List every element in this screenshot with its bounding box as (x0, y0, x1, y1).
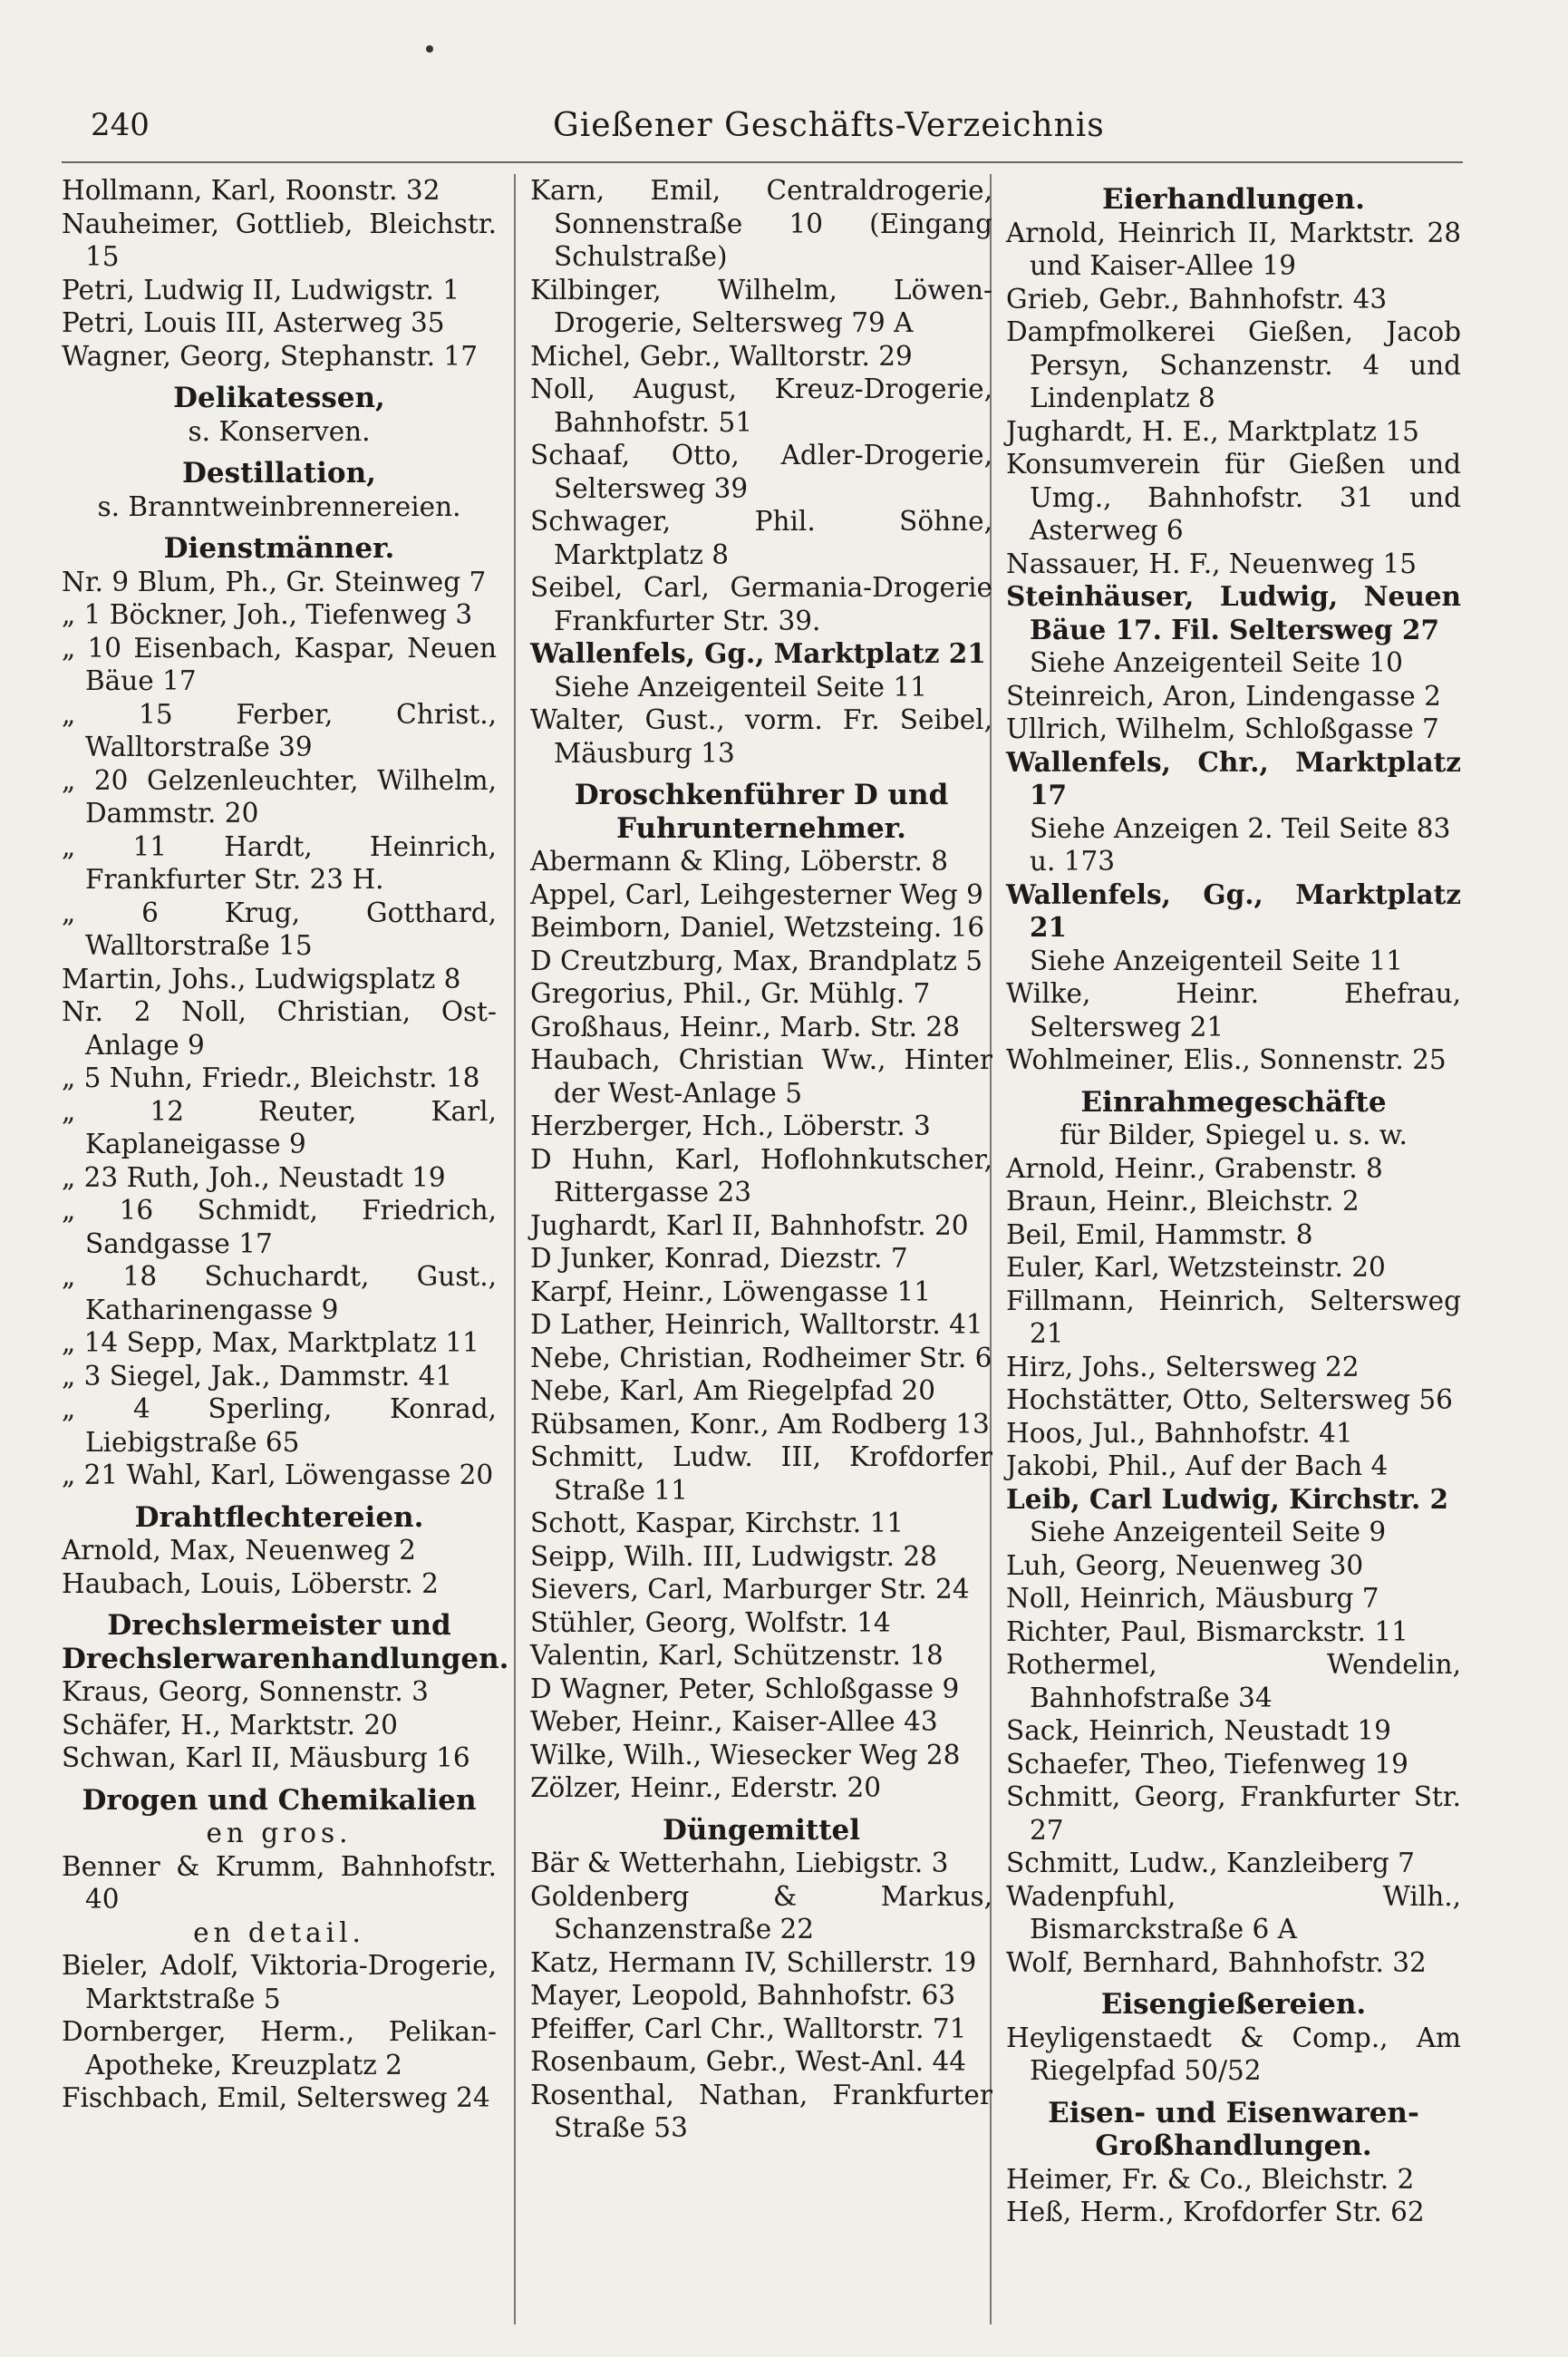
directory-entry: Luh, Georg, Neuenweg 30 (1006, 1549, 1364, 1581)
directory-entry: Kilbinger, Wilhelm, Löwen-Drogerie, Seltersweg 79 A (530, 274, 992, 338)
directory-entry-bold: Wallenfels, Chr., Marktplatz 17 (1006, 745, 1461, 810)
section-note: s. Branntweinbrennereien. (97, 490, 461, 522)
directory-entry: D Wagner, Peter, Schloßgasse 9 (530, 1673, 960, 1704)
column-3 (1006, 174, 1461, 2229)
directory-entry: „ 21 Wahl, Karl, Löwengasse 20 (62, 1460, 494, 1490)
directory-entry: Kraus, Georg, Sonnenstr. 3 (62, 1676, 429, 1707)
directory-entry: „ 10 Eisenbach, Kaspar, Neuen Bäue 17 (62, 632, 497, 696)
directory-entry: Schmitt, Ludw., Kanzleiberg 7 (1006, 1848, 1415, 1878)
section-heading: Eisen- und Eisenwaren-Großhandlungen. (1048, 2096, 1419, 2162)
directory-entry: Nebe, Karl, Am Riegelpfad 20 (530, 1375, 936, 1406)
directory-entry-bold: Wallenfels, Gg., Marktplatz 21 (1006, 878, 1461, 943)
advert-reference: Siehe Anzeigen 2. Teil Seite 83 u. 173 (1030, 812, 1451, 877)
directory-entry: Schmitt, Ludw. III, Krofdorfer Straße 11 (530, 1441, 992, 1506)
section-heading: Dienstmänner. (163, 532, 395, 565)
section-heading: Einrahmegeschäfte (1080, 1085, 1387, 1119)
running-title: Gießener Geschäfts-Verzeichnis (553, 107, 1105, 144)
directory-entry: Gregorius, Phil., Gr. Mühlg. 7 (530, 978, 931, 1009)
directory-entry: Rothermel, Wendelin, Bahnhofstraße 34 (1006, 1649, 1461, 1713)
directory-entry: Jughardt, H. E., Marktplatz 15 (1006, 415, 1419, 447)
directory-entry: Pfeiffer, Carl Chr., Walltorstr. 71 (530, 2013, 967, 2044)
directory-entry: Petri, Louis III, Asterweg 35 (62, 307, 445, 338)
directory-entry: Zölzer, Heinr., Ederstr. 20 (530, 1772, 882, 1803)
directory-entry: Wagner, Georg, Stephanstr. 17 (62, 340, 478, 372)
directory-entry: Euler, Karl, Wetzsteinstr. 20 (1006, 1252, 1386, 1283)
directory-entry: Schaaf, Otto, Adler-Drogerie, Seltersweg 39 (530, 440, 992, 504)
section-subheading: en detail. (193, 1916, 365, 1948)
directory-entry: Seipp, Wilh. III, Ludwigstr. 28 (530, 1540, 937, 1572)
directory-entry: Seibel, Carl, Germania-Drogerie Frankfurter Str. 39. (530, 572, 992, 636)
directory-entry: „ 18 Schuchardt, Gust., Katharinengasse 9 (62, 1261, 497, 1325)
directory-entry: Appel, Carl, Leihgesterner Weg 9 (530, 878, 983, 910)
directory-entry: „ 16 Schmidt, Friedrich, Sandgasse 17 (62, 1195, 497, 1259)
directory-entry: Stühler, Georg, Wolfstr. 14 (530, 1606, 891, 1638)
directory-entry: „ 6 Krug, Gotthard, Walltorstraße 15 (62, 897, 497, 961)
directory-entry: D Huhn, Karl, Hoflohnkutscher, Rittergasse 23 (530, 1143, 992, 1208)
directory-entry: „ 1 Böckner, Joh., Tiefenweg 3 (62, 599, 473, 630)
directory-entry: „ 3 Siegel, Jak., Dammstr. 41 (62, 1360, 453, 1392)
directory-entry: Schmitt, Georg, Frankfurter Str. 27 (1006, 1781, 1461, 1846)
directory-entry: „ 23 Ruth, Joh., Neustadt 19 (62, 1161, 446, 1193)
directory-entry: Wilke, Heinr. Ehefrau, Seltersweg 21 (1006, 978, 1461, 1043)
directory-entry: Grieb, Gebr., Bahnhofstr. 43 (1006, 283, 1388, 315)
directory-entry: Jakobi, Phil., Auf der Bach 4 (1006, 1450, 1389, 1481)
directory-entry-bold: Leib, Carl Ludwig, Kirchstr. 2 (1006, 1482, 1449, 1515)
directory-entry: Hollmann, Karl, Roonstr. 32 (62, 175, 440, 206)
directory-entry: Noll, Heinrich, Mäusburg 7 (1006, 1583, 1379, 1614)
directory-entry: Michel, Gebr., Walltorstr. 29 (530, 340, 913, 372)
directory-entry: Hoos, Jul., Bahnhofstr. 41 (1006, 1417, 1353, 1449)
directory-entry: Heimer, Fr. & Co., Bleichstr. 2 (1006, 2163, 1415, 2195)
section-heading: Düngemittel (662, 1813, 861, 1847)
directory-entry: Schwan, Karl II, Mäusburg 16 (62, 1742, 470, 1773)
directory-entry: Schaefer, Theo, Tiefenweg 19 (1006, 1748, 1408, 1780)
page-number: 240 (91, 107, 150, 143)
directory-entry: Schott, Kaspar, Kirchstr. 11 (530, 1508, 905, 1538)
advert-reference: Siehe Anzeigenteil Seite 9 (1030, 1517, 1387, 1547)
directory-entry: Walter, Gust., vorm. Fr. Seibel, Mäusburg 13 (530, 704, 992, 769)
directory-entry: Arnold, Max, Neuenweg 2 (62, 1535, 416, 1566)
directory-entry: Ullrich, Wilhelm, Schloßgasse 7 (1006, 713, 1439, 744)
directory-entry: Heyligenstaedt & Comp., Am Riegelpfad 50/52 (1006, 2022, 1461, 2086)
section-heading: Drahtflechtereien. (134, 1500, 424, 1534)
directory-entry: Nassauer, H. F., Neuenweg 15 (1006, 548, 1418, 579)
directory-entry: D Junker, Konrad, Diezstr. 7 (530, 1243, 908, 1274)
directory-entry: Dornberger, Herm., Pelikan-Apotheke, Kreuzplatz 2 (62, 2016, 497, 2081)
directory-entry: Beimborn, Daniel, Wetzsteing. 16 (530, 912, 985, 943)
directory-entry: Benner & Krumm, Bahnhofstr. 40 (62, 1850, 497, 1915)
directory-entry: Arnold, Heinr., Grabenstr. 8 (1006, 1152, 1383, 1184)
section-heading: Destillation, (182, 457, 376, 490)
directory-entry: D Lather, Heinrich, Walltorstr. 41 (530, 1309, 983, 1340)
directory-entry: Arnold, Heinrich II, Marktstr. 28 und Kaiser-Allee 19 (1006, 217, 1461, 281)
directory-entry: Jughardt, Karl II, Bahnhofstr. 20 (530, 1209, 969, 1241)
directory-entry: Wohlmeiner, Elis., Sonnenstr. 25 (1006, 1044, 1447, 1075)
directory-entry: „ 12 Reuter, Karl, Kaplaneigasse 9 (62, 1095, 497, 1159)
directory-entry-bold: Steinhäuser, Ludwig, Neuen Bäue 17. Fil. Seltersweg 27 (1006, 580, 1461, 645)
section-note: s. Konserven. (188, 415, 371, 447)
directory-entry: „ 15 Ferber, Christ., Walltorstraße 39 (62, 698, 497, 762)
directory-entry: Rosenthal, Nathan, Frankfurter Straße 53 (530, 2079, 992, 2143)
directory-entry: Richter, Paul, Bismarckstr. 11 (1006, 1615, 1408, 1647)
directory-entry: Goldenberg & Markus, Schanzenstraße 22 (530, 1880, 992, 1945)
directory-entry: „ 11 Hardt, Heinrich, Frankfurter Str. 23 H. (62, 830, 497, 895)
advert-reference: Siehe Anzeigenteil Seite 10 (1030, 647, 1403, 678)
directory-entry: Dampfmolkerei Gießen, Jacob Persyn, Schanzenstr. 4 und Lindenplatz 8 (1006, 316, 1461, 413)
directory-entry: Sievers, Carl, Marburger Str. 24 (530, 1574, 970, 1605)
directory-entry: Karpf, Heinr., Löwengasse 11 (530, 1275, 932, 1307)
directory-entry: Rübsamen, Konr., Am Rodberg 13 (530, 1408, 990, 1440)
directory-entry: Nebe, Christian, Rodheimer Str. 6 (530, 1342, 992, 1373)
directory-entry: Steinreich, Aron, Lindengasse 2 (1006, 680, 1441, 712)
directory-entry: „ 4 Sperling, Konrad, Liebigstraße 65 (62, 1393, 497, 1458)
advert-reference: Siehe Anzeigenteil Seite 11 (1030, 945, 1403, 976)
section-heading: Drechslermeister und Drechslerwarenhandlungen. (62, 1609, 509, 1675)
directory-entry: Hirz, Johs., Seltersweg 22 (1006, 1351, 1360, 1382)
section-heading: Eierhandlungen. (1102, 183, 1365, 216)
section-note: für Bilder, Spiegel u. s. w. (1060, 1120, 1408, 1150)
directory-entry-bold: Wallenfels, Gg., Marktplatz 21 (530, 637, 986, 669)
directory-entry: Beil, Emil, Hammstr. 8 (1006, 1218, 1313, 1250)
directory-entry: Fillmann, Heinrich, Seltersweg 21 (1006, 1285, 1461, 1349)
directory-entry: „ 5 Nuhn, Friedr., Bleichstr. 18 (62, 1062, 480, 1093)
directory-entry: Haubach, Christian Ww., Hinter der West-Anlage 5 (530, 1044, 992, 1109)
directory-entry: Abermann & Kling, Löberstr. 8 (530, 846, 949, 877)
header-rule (62, 161, 1463, 163)
directory-entry: Petri, Ludwig II, Ludwigstr. 1 (62, 274, 460, 306)
directory-entry: Schäfer, H., Marktstr. 20 (62, 1709, 398, 1741)
directory-entry: Wolf, Bernhard, Bahnhofstr. 32 (1006, 1946, 1427, 1978)
directory-entry: Hochstätter, Otto, Seltersweg 56 (1006, 1384, 1453, 1415)
directory-entry: „ 20 Gelzenleuchter, Wilhelm, Dammstr. 20 (62, 764, 497, 829)
directory-entry: Martin, Johs., Ludwigsplatz 8 (62, 963, 461, 994)
directory-entry: D Creutzburg, Max, Brandplatz 5 (530, 945, 983, 976)
directory-entry: Weber, Heinr., Kaiser-Allee 43 (530, 1706, 938, 1737)
ink-dot (426, 45, 433, 53)
directory-entry: Schwager, Phil. Söhne, Marktplatz 8 (530, 506, 992, 570)
directory-entry: Noll, August, Kreuz-Drogerie, Bahnhofstr. 51 (530, 373, 992, 438)
directory-entry: Wilke, Wilh., Wiesecker Weg 28 (530, 1739, 961, 1770)
directory-entry: Großhaus, Heinr., Marb. Str. 28 (530, 1011, 960, 1043)
directory-entry: Sack, Heinrich, Neustadt 19 (1006, 1715, 1391, 1746)
column-divider (514, 174, 516, 2324)
directory-entry: Rosenbaum, Gebr., West-Anl. 44 (530, 2046, 967, 2077)
directory-entry: Karn, Emil, Centraldrogerie, Sonnenstraße 10 (Eingang Schulstraße) (530, 175, 992, 272)
directory-entry: Mayer, Leopold, Bahnhofstr. 63 (530, 1980, 956, 2011)
directory-entry: Valentin, Karl, Schützenstr. 18 (530, 1640, 944, 1671)
section-heading: Drogen und Chemikalien (82, 1783, 477, 1817)
directory-entry: Haubach, Louis, Löberstr. 2 (62, 1567, 439, 1599)
column-1 (62, 174, 509, 2115)
directory-entry: Katz, Hermann IV, Schillerstr. 19 (530, 1946, 977, 1978)
column-2 (530, 174, 992, 2145)
section-subheading: en gros. (206, 1818, 353, 1848)
directory-entry: Wadenpfuhl, Wilh., Bismarckstraße 6 A (1006, 1880, 1461, 1945)
directory-entry: Heß, Herm., Krofdorfer Str. 62 (1006, 2197, 1425, 2227)
directory-entry: Braun, Heinr., Bleichstr. 2 (1006, 1186, 1360, 1217)
section-heading: Eisengießereien. (1100, 1988, 1367, 2021)
advert-reference: Siehe Anzeigenteil Seite 11 (554, 671, 927, 703)
directory-entry: Herzberger, Hch., Löberstr. 3 (530, 1111, 931, 1141)
directory-entry: „ 14 Sepp, Max, Marktplatz 11 (62, 1327, 479, 1358)
directory-entry: Nr. 2 Noll, Christian, Ost-Anlage 9 (62, 996, 497, 1061)
directory-entry: Nauheimer, Gottlieb, Bleichstr. 15 (62, 208, 497, 272)
directory-entry: Konsumverein für Gießen und Umg., Bahnhofstr. 31 und Asterweg 6 (1006, 449, 1461, 546)
directory-entry: Bär & Wetterhahn, Liebigstr. 3 (530, 1848, 949, 1878)
directory-entry: Bieler, Adolf, Viktoria-Drogerie, Marktstraße 5 (62, 1950, 497, 2014)
section-heading: Droschkenführer D und Fuhrunternehmer. (574, 779, 949, 845)
directory-entry: Nr. 9 Blum, Ph., Gr. Steinweg 7 (62, 566, 487, 597)
section-heading: Delikatessen, (173, 382, 385, 414)
directory-entry: Fischbach, Emil, Seltersweg 24 (62, 2082, 490, 2113)
